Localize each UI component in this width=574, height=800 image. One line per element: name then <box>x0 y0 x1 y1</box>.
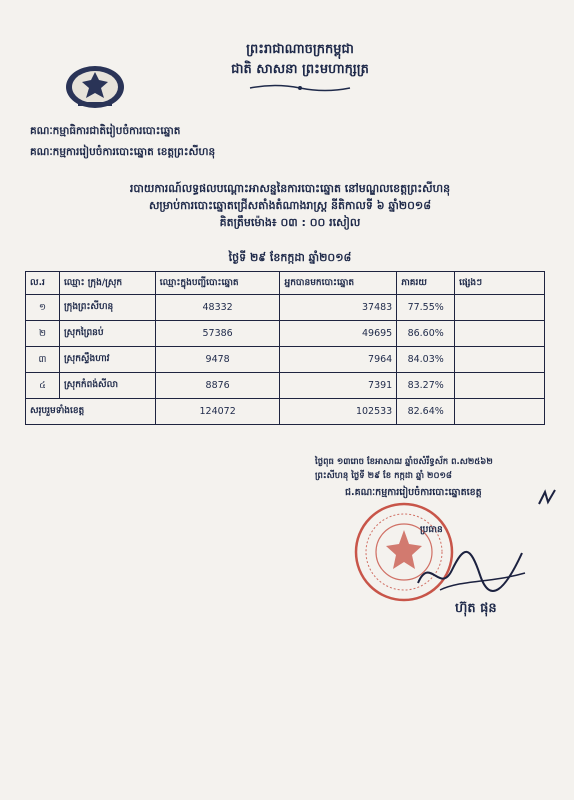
row-percent: 77.55% <box>397 295 455 321</box>
total-registered: 124072 <box>155 399 280 425</box>
row-other <box>455 373 545 399</box>
national-election-committee-label: គណៈកម្មាធិការជាតិរៀបចំការបោះឆ្នោត <box>30 125 181 137</box>
table-row <box>26 373 545 399</box>
ornament-divider <box>245 83 355 93</box>
row-name: ស្រុកកំពង់សីលា <box>59 373 155 399</box>
row-name: ស្រុកព្រៃនប់ <box>59 321 155 347</box>
row-number: ២ <box>26 321 60 347</box>
results-table <box>25 271 545 425</box>
row-percent: 86.60% <box>397 321 455 347</box>
row-voted: 49695 <box>280 321 397 347</box>
row-voted: 7964 <box>280 347 397 373</box>
title-line-3: គិតត្រឹមម៉ោង៖ ០៣ : ០០ រសៀល <box>219 216 361 229</box>
provincial-election-commission-label: គណៈកម្មការរៀបចំការបោះឆ្នោត ខេត្តព្រះសីហនុ <box>30 146 216 158</box>
royal-emblem-icon <box>64 60 126 110</box>
table-row <box>26 321 545 347</box>
motto-line: ជាតិ សាសនា ព្រះមហាក្សត្រ <box>231 62 369 77</box>
handwritten-mark-icon <box>536 486 558 508</box>
row-other <box>455 295 545 321</box>
lunar-date: ថ្ងៃពុធ ១៣រោច ខែអាសាឍ ឆ្នាំចសំរឹទ្ធស័ក ព.ស២៥៦២ <box>315 457 493 467</box>
total-label: សរុបរួមទាំងខេត្ត <box>26 399 156 425</box>
row-name: ស្រុកស្ទឹងហាវ <box>59 347 155 373</box>
total-other <box>455 399 545 425</box>
signing-organization: ជ.គណៈកម្មការរៀបចំការបោះឆ្នោតខេត្ត <box>345 487 482 498</box>
title-line-2: សម្រាប់ការបោះឆ្នោតជ្រើសតាំងតំណាងរាស្ត្រ នីតិកាលទី ៦ ឆ្នាំ២០១៨ <box>148 199 432 212</box>
total-voted: 102533 <box>280 399 397 425</box>
row-number: ៤ <box>26 373 60 399</box>
row-percent: 84.03% <box>397 347 455 373</box>
header-voted: អ្នកបានមកបោះឆ្នោត <box>280 272 397 295</box>
signer-name: ហ៊ុត ផុន <box>455 601 497 616</box>
total-percent: 82.64% <box>397 399 455 425</box>
report-date: ថ្ងៃទី ២៩ ខែកក្កដា ឆ្នាំ២០១៨ <box>228 251 352 264</box>
row-voted: 7391 <box>280 373 397 399</box>
row-registered: 8876 <box>155 373 280 399</box>
header-percent: ភាគរយ <box>397 272 455 295</box>
row-number: ១ <box>26 295 60 321</box>
row-voted: 37483 <box>280 295 397 321</box>
kingdom-line: ព្រះរាជាណាចក្រកម្ពុជា <box>246 42 354 57</box>
table-row <box>26 347 545 373</box>
row-registered: 9478 <box>155 347 280 373</box>
header-registered: ឈ្មោះក្នុងបញ្ជីបោះឆ្នោត <box>155 272 280 295</box>
table-header-row <box>26 272 545 295</box>
row-percent: 83.27% <box>397 373 455 399</box>
report-title <box>40 180 540 231</box>
handwritten-signature-icon <box>410 535 530 600</box>
row-name: ក្រុងព្រះសីហនុ <box>59 295 155 321</box>
row-registered: 57386 <box>155 321 280 347</box>
total-row <box>26 399 545 425</box>
table-row <box>26 295 545 321</box>
signature-date-block <box>315 455 555 483</box>
header-number: ល.រ <box>26 272 60 295</box>
header-other: ផ្សេងៗ <box>455 272 545 295</box>
title-line-1: របាយការណ៍លទ្ធផលបណ្តោះអាសន្ននៃការបោះឆ្នោត នៅមណ្ឌលខេត្តព្រះសីហនុ <box>129 182 451 195</box>
header-name: ឈ្មោះ ក្រុង/ស្រុក <box>59 272 155 295</box>
kingdom-header <box>150 40 450 100</box>
row-other <box>455 321 545 347</box>
signer-position: ប្រធាន <box>420 525 443 535</box>
row-registered: 48332 <box>155 295 280 321</box>
row-other <box>455 347 545 373</box>
solar-date: ព្រះសីហនុ ថ្ងៃទី ២៩ ខែ កក្កដា ឆ្នាំ ២០១៨ <box>315 471 452 481</box>
row-number: ៣ <box>26 347 60 373</box>
